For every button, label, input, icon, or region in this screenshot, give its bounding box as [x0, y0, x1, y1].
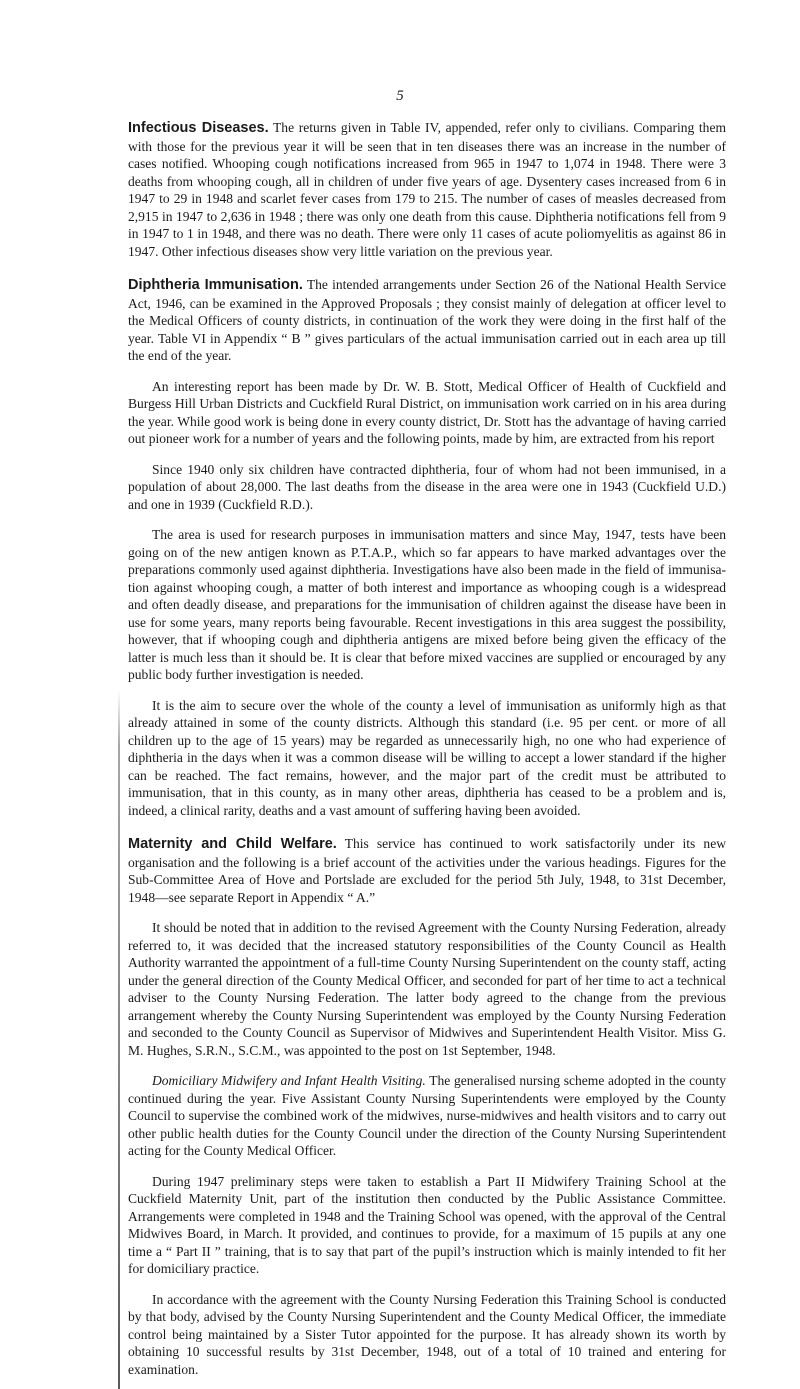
maternity-child-welfare-text: This service has continued to work satisfactorily under its new organisation and the following is a brief account of the activities under the various headings. Figures for the Sub-Committee Area of Hove and Portslade are excluded for the period 5th July, 1948, to 31st December, 1948—see separate Report in Appendix “ A.” — [128, 836, 726, 905]
infectious-diseases-paragraph — [128, 119, 726, 260]
diphtheria-aim-paragraph: It is the aim to secure over the whole of the county a level of immunisation as uniformly high as that already attained in some of the county districts. Although this standard (i.e. 95 per cent. or more of all children up to the age of 15 years) may be regarded as unnecessarily high, no one who had experience of diphtheria in the days when it was a common disease will be willing to accept a lower standard if the higher can be reached. The fact remains, however, and the major part of the credit must be attributed to immunisation, that in this county, as in many other areas, diphtheria has ceased to be a problem and is, indeed, a clinical rarity, deaths and a vast amount of suffering having been avoided. — [128, 697, 726, 818]
section-heading-diphtheria-immunisation: Diphtheria Immunisation. — [128, 277, 303, 293]
diphtheria-immunisation-paragraph — [128, 276, 726, 365]
diphtheria-cases-paragraph: Since 1940 only six children have contracted diphtheria, four of whom had not been immunised, in a population of about 28,000. The last deaths from the disease in the area were one in 1943 (Cuckfield U.D.) and one in 1939 (Cuckfield R.D.). — [128, 461, 726, 512]
page-number: 5 — [396, 88, 404, 104]
infectious-diseases-text: The returns given in Table IV, appended, refer only to civilians. Comparing them with those for the previous year it will be seen that in ten diseases there was an increase in the number of cases notified. Whooping cough notifications increased from 965 in 1947 to 1,074 in 1948. There were 3 deaths from whooping cough, all in children of under five years of age. Dysentery cases increased from 6 in 1947 to 29 in 1948 and scarlet fever cases from 179 to 215. The number of cases of measles decreased from 2,915 in 1947 to 2,636 in 1948 ; there was only one death from this cause. Diphtheria notifications fell from 9 in 1947 to 1 in 1948, and there was no death. There were only 11 cases of acute poliomyelitis as against 86 in 1947. Other infectious diseases show very little variation on the previous year. — [128, 120, 727, 259]
section-heading-infectious-diseases: Infectious Diseases. — [128, 120, 269, 136]
training-school-results-paragraph: In accordance with the agreement with the County Nursing Federation this Training School is conducted by that body, advised by the County Nursing Superintendent and the County Medical Officer, the immediate control being maintained by a Sister Tutor appointed for the purpose. It has already shown its worth by obtaining 10 successful results by 31st December, 1948, out of a total of 10 trained and entering for examination. — [128, 1291, 726, 1377]
binding-edge-shadow — [118, 690, 120, 1389]
diphtheria-research-paragraph: The area is used for research purposes in immunisation matters and since May, 1947, tests have been going on of the new antigen known as P.T.A.P., which so far appears to have marked advantages over the preparations commonly used against diphtheria. Investigations have also been made in the field of immunisa- tion against whooping cough, a matter of both interest and importance as whooping cough is a widespread and often deadly disease, and preparations for the immunisation of children against the disease have been in use for some years, many reports being favourable. Recent investigations in this area suggest the possibility, however, that if whooping cough and diphtheria antigens are mixed before being given the efficacy of the latter is much less than it should be. It is clear that before mixed vaccines are supplied or encouraged by any public body further investigation is needed. — [128, 527, 726, 682]
diphtheria-report-paragraph: An interesting report has been made by Dr. W. B. Stott, Medical Officer of Health of Cuckfield and Burgess Hill Urban Districts and Cuckfield Rural District, on immunisation work carried on in his area during the year. While good work is being done in every county district, Dr. Stott has the advantage of having carried out pioneer work for a number of years and the following points, made by him, are extracted from his report — [128, 378, 726, 446]
maternity-child-welfare-paragraph — [128, 835, 726, 906]
page-body — [128, 119, 726, 1378]
domiciliary-midwifery-paragraph — [128, 1072, 726, 1160]
nursing-superintendent-paragraph: It should be noted that in addition to the revised Agreement with the County Nursing Federation, already referred to, it was decided that the increased statutory responsibilities of the County Council as Health Authority warranted the appointment of a full-time County Nursing Superintendent on the county staff, acting under the general direction of the County Medical Officer, and seconded for part of her time to act a technical adviser to the County Nursing Federation. The latter body agreed to the change from the previous arrangement whereby the County Nursing Superintendent was employed by the County Nursing Federation and seconded to the County Council as Supervisor of Midwives and Superintendent Health Visitor. Miss G. M. Hughes, S.R.N., S.C.M., was appointed to the post on 1st September, 1948. — [128, 920, 726, 1058]
diphtheria-immunisation-text: The intended arrangements under Section 26 of the National Health Service Act, 1946, can be examined in the Approved Proposals ; they consist mainly of delegation at officer level to the Medical Officers of county districts, in continuation of the work they were doing in the first half of the year. Table VI in Appendix “ B ” gives particulars of the actual immunisation carried out in each area up till the end of the year. — [128, 277, 726, 363]
subheading-domiciliary-midwifery: Domiciliary Midwifery and Infant Health Visiting. — [152, 1073, 426, 1088]
training-school-paragraph: During 1947 preliminary steps were taken to establish a Part II Midwifery Training School at the Cuckfield Maternity Unit, part of the institution then conducted by the Public Assistance Committee. Arrangements were completed in 1948 and the Training School was opened, with the approval of the Central Midwives Board, in March. It provided, and continues to provide, for a maximum of 15 pupils at any one time a “ Part II ” training, that is to say that part of the pupil’s instruction which is mainly intended to fit her for domiciliary practice. — [128, 1173, 726, 1276]
domiciliary-midwifery-text: The generalised nursing scheme adopted in the county continued during the year. Five Assistant County Nursing Superintendents were employed by the County Council to supervise the combined work of the midwives, nurse-midwives and health visitors and to carry out other public health duties for the County Council under the direction of the County Nursing Superintendent acting for the County Medical Officer. — [128, 1073, 726, 1158]
section-heading-maternity-child-welfare: Maternity and Child Welfare. — [128, 836, 337, 852]
